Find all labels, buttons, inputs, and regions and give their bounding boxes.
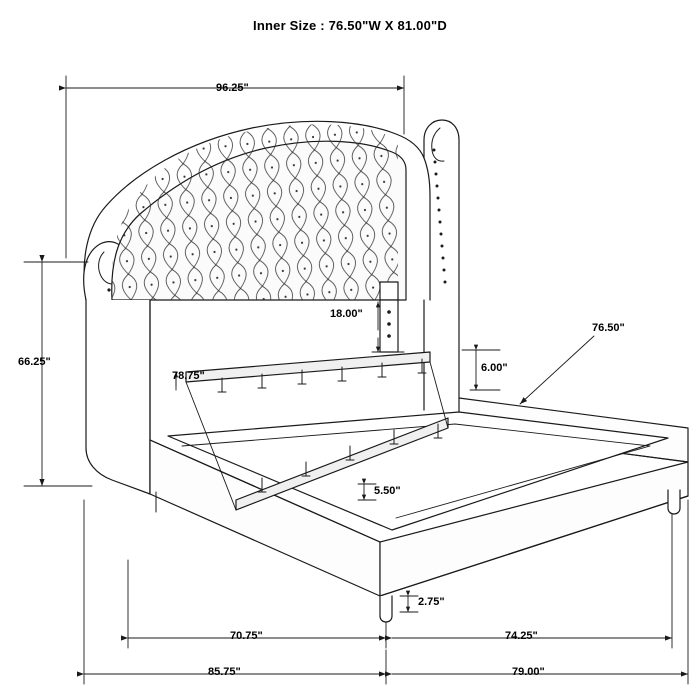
dimension-label-headboard-inner-width: 78.75" — [172, 370, 205, 382]
dimension-label-depth-left: 70.75" — [230, 630, 263, 642]
dimension-label-overall-left: 85.75" — [208, 666, 241, 678]
dimension-label-overall-right: 79.00" — [512, 666, 545, 678]
dimension-label-rail-height: 18.00" — [330, 308, 363, 320]
dimension-label-slat-thickness: 5.50" — [374, 485, 401, 497]
dimension-label-headboard-height: 66.25" — [18, 356, 51, 368]
dimension-label-slat-clearance: 6.00" — [481, 362, 508, 374]
dimension-label-inner-width-callout: 76.50" — [592, 322, 625, 334]
page-title: Inner Size : 76.50"W X 81.00"D — [253, 18, 447, 33]
dimension-label-depth-right: 74.25" — [505, 630, 538, 642]
dimension-label-overall-width-top: 96.25" — [216, 82, 249, 94]
dimension-label-leg-height: 2.75" — [418, 596, 445, 608]
